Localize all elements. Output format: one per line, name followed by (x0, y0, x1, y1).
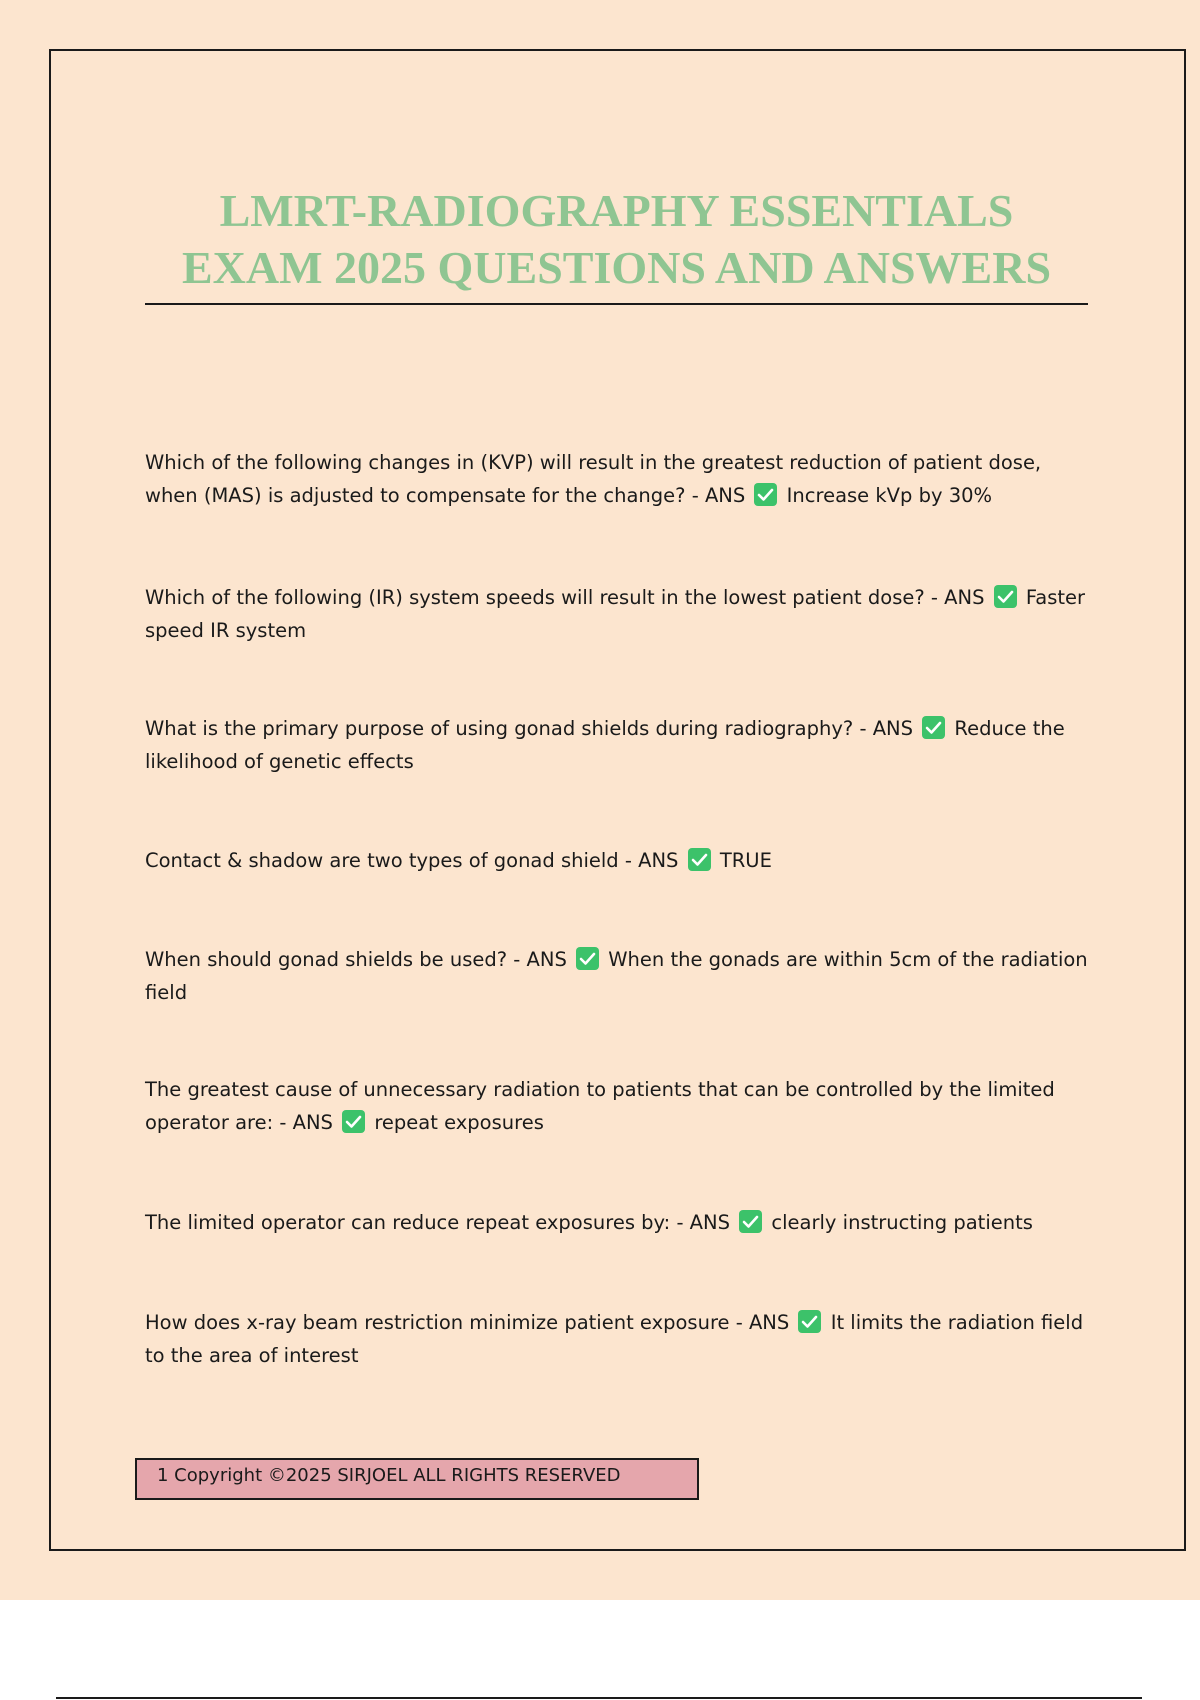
check-box-icon (688, 848, 711, 871)
answer-text: Reduce the likelihood of genetic effects (145, 717, 1065, 773)
question-text: Which of the following (IR) system speeds will result in the lowest patient dose? - ANS (145, 586, 985, 609)
qa-item-2 (145, 581, 1095, 647)
qa-item-3 (145, 712, 1095, 778)
check-box-icon (922, 716, 945, 739)
qa-item-4 (145, 844, 1095, 877)
bottom-divider (56, 1697, 1142, 1699)
check-box-icon (576, 947, 599, 970)
question-text: How does x-ray beam restriction minimize patient exposure - ANS (145, 1311, 790, 1334)
title-line-2: EXAM 2025 QUESTIONS AND ANSWERS (181, 242, 1052, 293)
answer-text: It limits the radiation field to the area of interest (145, 1311, 1084, 1367)
document-title (145, 182, 1088, 296)
question-text: Contact & shadow are two types of gonad shield - ANS (145, 849, 679, 872)
check-box-icon (754, 483, 777, 506)
question-text: The limited operator can reduce repeat exposures by: - ANS (145, 1211, 730, 1234)
answer-text: Faster speed IR system (145, 586, 1086, 642)
answer-text: When the gonads are within 5cm of the radiation field (145, 948, 1088, 1004)
check-box-icon (342, 1110, 365, 1133)
title-line-1: LMRT-RADIOGRAPHY ESSENTIALS (219, 185, 1014, 236)
qa-item-6 (145, 1073, 1095, 1139)
answer-text: repeat exposures (374, 1111, 544, 1134)
copyright-footer: 1 Copyright ©2025 SIRJOEL ALL RIGHTS RESERVED (135, 1458, 699, 1500)
qa-item-8 (145, 1306, 1095, 1372)
question-text: When should gonad shields be used? - ANS (145, 948, 567, 971)
title-underline (145, 303, 1088, 305)
qa-item-5 (145, 943, 1095, 1009)
qa-item-7 (145, 1206, 1095, 1239)
question-text: What is the primary purpose of using gonad shields during radiography? - ANS (145, 717, 913, 740)
check-box-icon (994, 585, 1017, 608)
answer-text: clearly instructing patients (771, 1211, 1033, 1234)
check-box-icon (798, 1310, 821, 1333)
question-text: The greatest cause of unnecessary radiation to patients that can be controlled by the limited operator are: - ANS (145, 1078, 1055, 1134)
check-box-icon (739, 1210, 762, 1233)
question-text: Which of the following changes in (KVP) will result in the greatest reduction of patient dose, when (MAS) is adjusted to compensate for the change? - ANS (145, 451, 1042, 507)
answer-text: Increase kVp by 30% (786, 484, 993, 507)
qa-item-1 (145, 446, 1095, 512)
answer-text: TRUE (719, 849, 772, 872)
